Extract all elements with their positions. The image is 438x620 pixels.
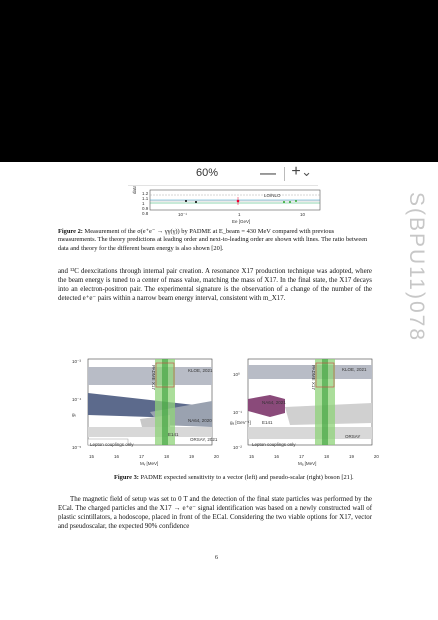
figure2-xtick-1: 1 (238, 212, 241, 217)
paragraph-2: The magnetic field of setup was set to 0 T and the detection of the final state particles was performed by the ECal. The charged particles and the X17 → e⁺e⁻ signal identification was based on a newly constructed wall of plastic scintillators, a hodoscope, placed in front of the ECal. Considering the two viable options for X17, vector and pseudoscalar, the expected 90% confidence (58, 496, 372, 530)
fig3-right-xticks: 15 16 17 18 19 20 (249, 454, 379, 459)
figure2-xlabel: Ee [GeV] (232, 219, 251, 224)
figure2-caption: Figure 2: Measurement of the σ(e⁺e⁻ → γγ(γ)) by PADME at E_beam = 430 MeV compared with previous measurements. The theory predictions at leading order and next-to-leading order are shown with lines. The ratio between data and theory for the different beam energy is also shown [20]. (58, 228, 368, 252)
fig3-right-label-orsay: ORSAY (345, 434, 361, 439)
fig3-right-xlabel: Mₐ [MeV] (298, 461, 317, 466)
zoom-in-button[interactable]: + (291, 163, 301, 180)
figure2-ratio-plot (128, 189, 328, 223)
fig3-left-xlabel: Mᵥ [MeV] (140, 461, 159, 466)
fig3-left-label-kloe: KLOE, 2021 (188, 368, 213, 373)
fig3-left-ytick-1: 10⁻⁴ (72, 397, 82, 402)
fig3-left-ytick-2: 10⁻⁵ (72, 445, 82, 450)
fig3-right-ytick-2: 10⁻² (233, 445, 242, 450)
fig3-left-xticks: 15 16 17 18 19 20 (89, 454, 219, 459)
fig3-right-label-lepton: Lepton couplings only (252, 442, 296, 447)
fig3-right-label-e141: E141 (262, 420, 273, 425)
fig3-left-padme-label: PADME X17 (151, 365, 156, 390)
fig3-left-label-na64: NA64, 2020 (188, 418, 212, 423)
fig3-right-ytick-0: 10⁰ (233, 372, 240, 377)
figure3-caption: Figure 3: PADME expected sensitivity to a vector (left) and pseudo-scalar (right) boson [21]. (114, 474, 354, 481)
zoom-select[interactable] (196, 164, 316, 183)
fig3-right-ylabel: gₐ [GeV⁻¹] (230, 420, 251, 425)
fig3-right-label-na64: NA64, 2021 (262, 400, 286, 405)
chevron-down-icon: ⌄ (301, 164, 312, 179)
fig3-left-label-lepton: Lepton couplings only (90, 442, 134, 447)
figure2-xtick-2: 10 (300, 212, 306, 217)
fig3-right-ytick-1: 10⁻¹ (233, 410, 242, 415)
watermark: S(BPU11)078 (405, 192, 428, 343)
figure2-legend: LO/NLO (264, 193, 281, 198)
page-number: 6 (215, 555, 218, 561)
dark-top-area (0, 0, 438, 162)
fig3-left-ytick-0: 10⁻³ (72, 359, 81, 364)
document-page (0, 162, 438, 620)
fig3-right-padme-label: PADME X17 (311, 365, 316, 390)
figure2-y-ticks: 1.2 1.1 1 0.9 0.8 (142, 191, 149, 216)
fig3-left-ylabel: gᵥ (72, 412, 76, 417)
zoom-out-button[interactable]: — (260, 165, 276, 182)
paragraph-1: and ¹²C deexcitations through internal pair creation. A resonance X17 production technique was adopted, where the beam energy is tuned to a center of mass value, matching the mass of X17. In the final state, the X17 decays into an electron-positron pair. The experimental signature is the observation of a change of the number of the detected e⁺e⁻ pairs within a narrow beam energy interval, consistent with m_X17. (58, 268, 372, 302)
figure2-xtick-0: 10⁻¹ (178, 212, 187, 217)
fig3-left-label-orsay: ORSAY, 2021 (190, 437, 218, 442)
zoom-level: 60% (196, 167, 219, 179)
fig3-right-label-kloe: KLOE, 2021 (342, 367, 367, 372)
fig3-left-label-e141: E141 (168, 432, 179, 437)
